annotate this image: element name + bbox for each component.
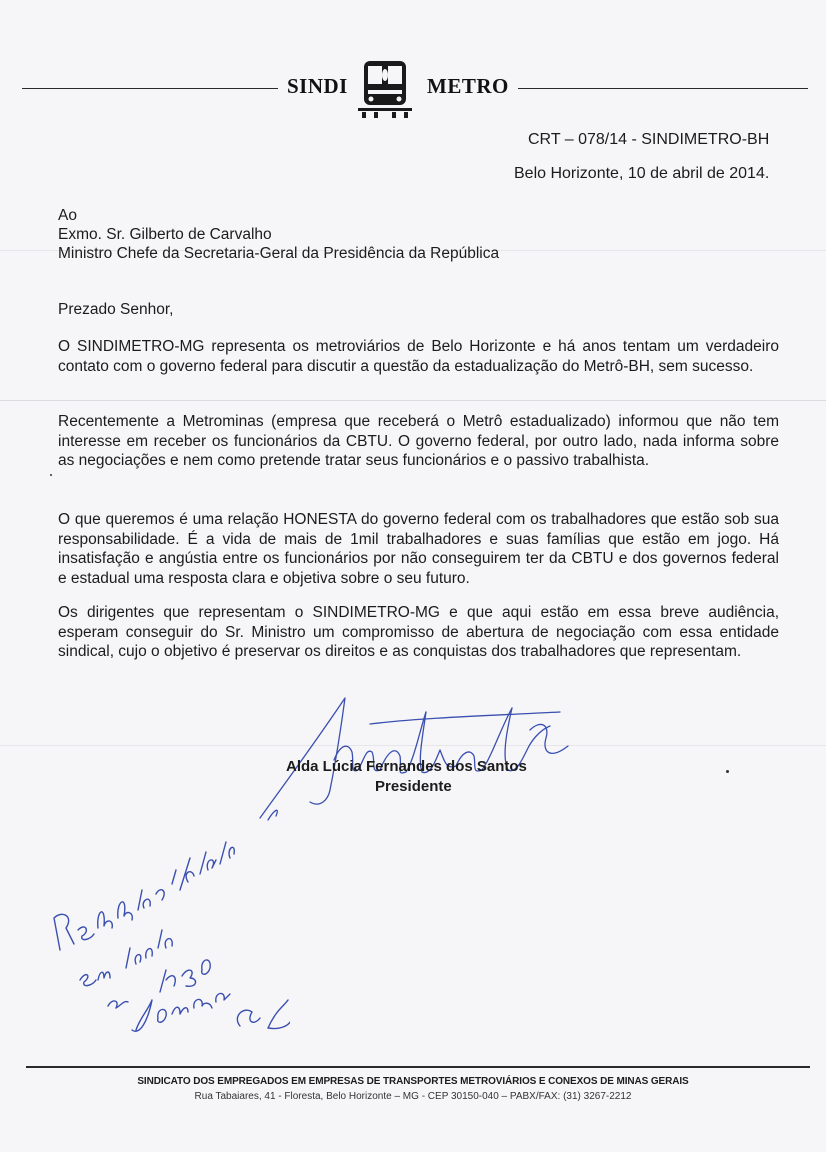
dateline: Belo Horizonte, 10 de abril de 2014. (514, 165, 770, 182)
letterhead-right-word: METRO (427, 74, 509, 98)
addressee-line: Ao (58, 207, 77, 224)
body-paragraph-2: Recentemente a Metrominas (empresa que receberá o Metrô estadualizado) informou que não tem interesse em receber os funcionários da CBTU. O governo federal, por outro lado, nada informa sobre as negociações e nem como pretende tratar seus funcionários e o passivo trabalhista. (58, 413, 779, 469)
letterhead-rule-right (518, 88, 808, 89)
body-paragraph-3: O que queremos é uma relação HONESTA do governo federal com os trabalhadores que estão sob sua responsabilidade. É a vida de mais de 1mil trabalhadores e suas famílias que estão em jogo. Há insatisfação e angústia entre os funcionários por não conseguirem ter da CBTU e dos governos federal e estadual uma resposta clara e objetiva sobre o seu futuro. (58, 511, 779, 587)
ink-speck (726, 770, 729, 773)
letterhead-left-word: SINDI (287, 74, 348, 98)
paper-crease (0, 400, 826, 401)
reference-number: CRT – 078/14 - SINDIMETRO-BH (528, 131, 770, 148)
addressee-name: Exmo. Sr. Gilberto de Carvalho (58, 226, 272, 243)
body-paragraph-4: Os dirigentes que representam o SINDIMETRO-MG e que aqui estão em essa breve audiência, esperam conseguir do Sr. Ministro um compromisso de abertura de negociação com essa entidade sindical, cujo o objetivo é preservar os direitos e as conquistas dos trabalhadores que representam. (58, 604, 779, 660)
signatory-role: Presidente (375, 778, 452, 795)
train-logo-icon (356, 58, 414, 120)
greeting: Prezado Senhor, (58, 301, 174, 318)
letterhead-rule-left (22, 88, 278, 89)
addressee-title: Ministro Chefe da Secretaria-Geral da Presidência da República (58, 245, 500, 262)
body-paragraph-1: O SINDIMETRO-MG representa os metroviários de Belo Horizonte e há anos tentam um verdadeiro contato com o governo federal para discutir a questão da estadualização do Metrô-BH, sem sucesso. (58, 338, 779, 375)
addressee-block (58, 206, 499, 263)
footer-organization: SINDICATO DOS EMPREGADOS EM EMPRESAS DE TRANSPORTES METROVIÁRIOS E CONEXOS DE MINAS GERAIS (137, 1076, 689, 1087)
signatory-name: Alda Lúcia Fernandes dos Santos (286, 758, 527, 775)
footer-address: Rua Tabaiares, 41 - Floresta, Belo Horizonte – MG - CEP 30150-040 – PABX/FAX: (31) 3267-2212 (194, 1091, 632, 1102)
ink-speck (50, 474, 52, 476)
footer-rule (26, 1066, 810, 1068)
handwritten-receipt-note (40, 830, 290, 1040)
